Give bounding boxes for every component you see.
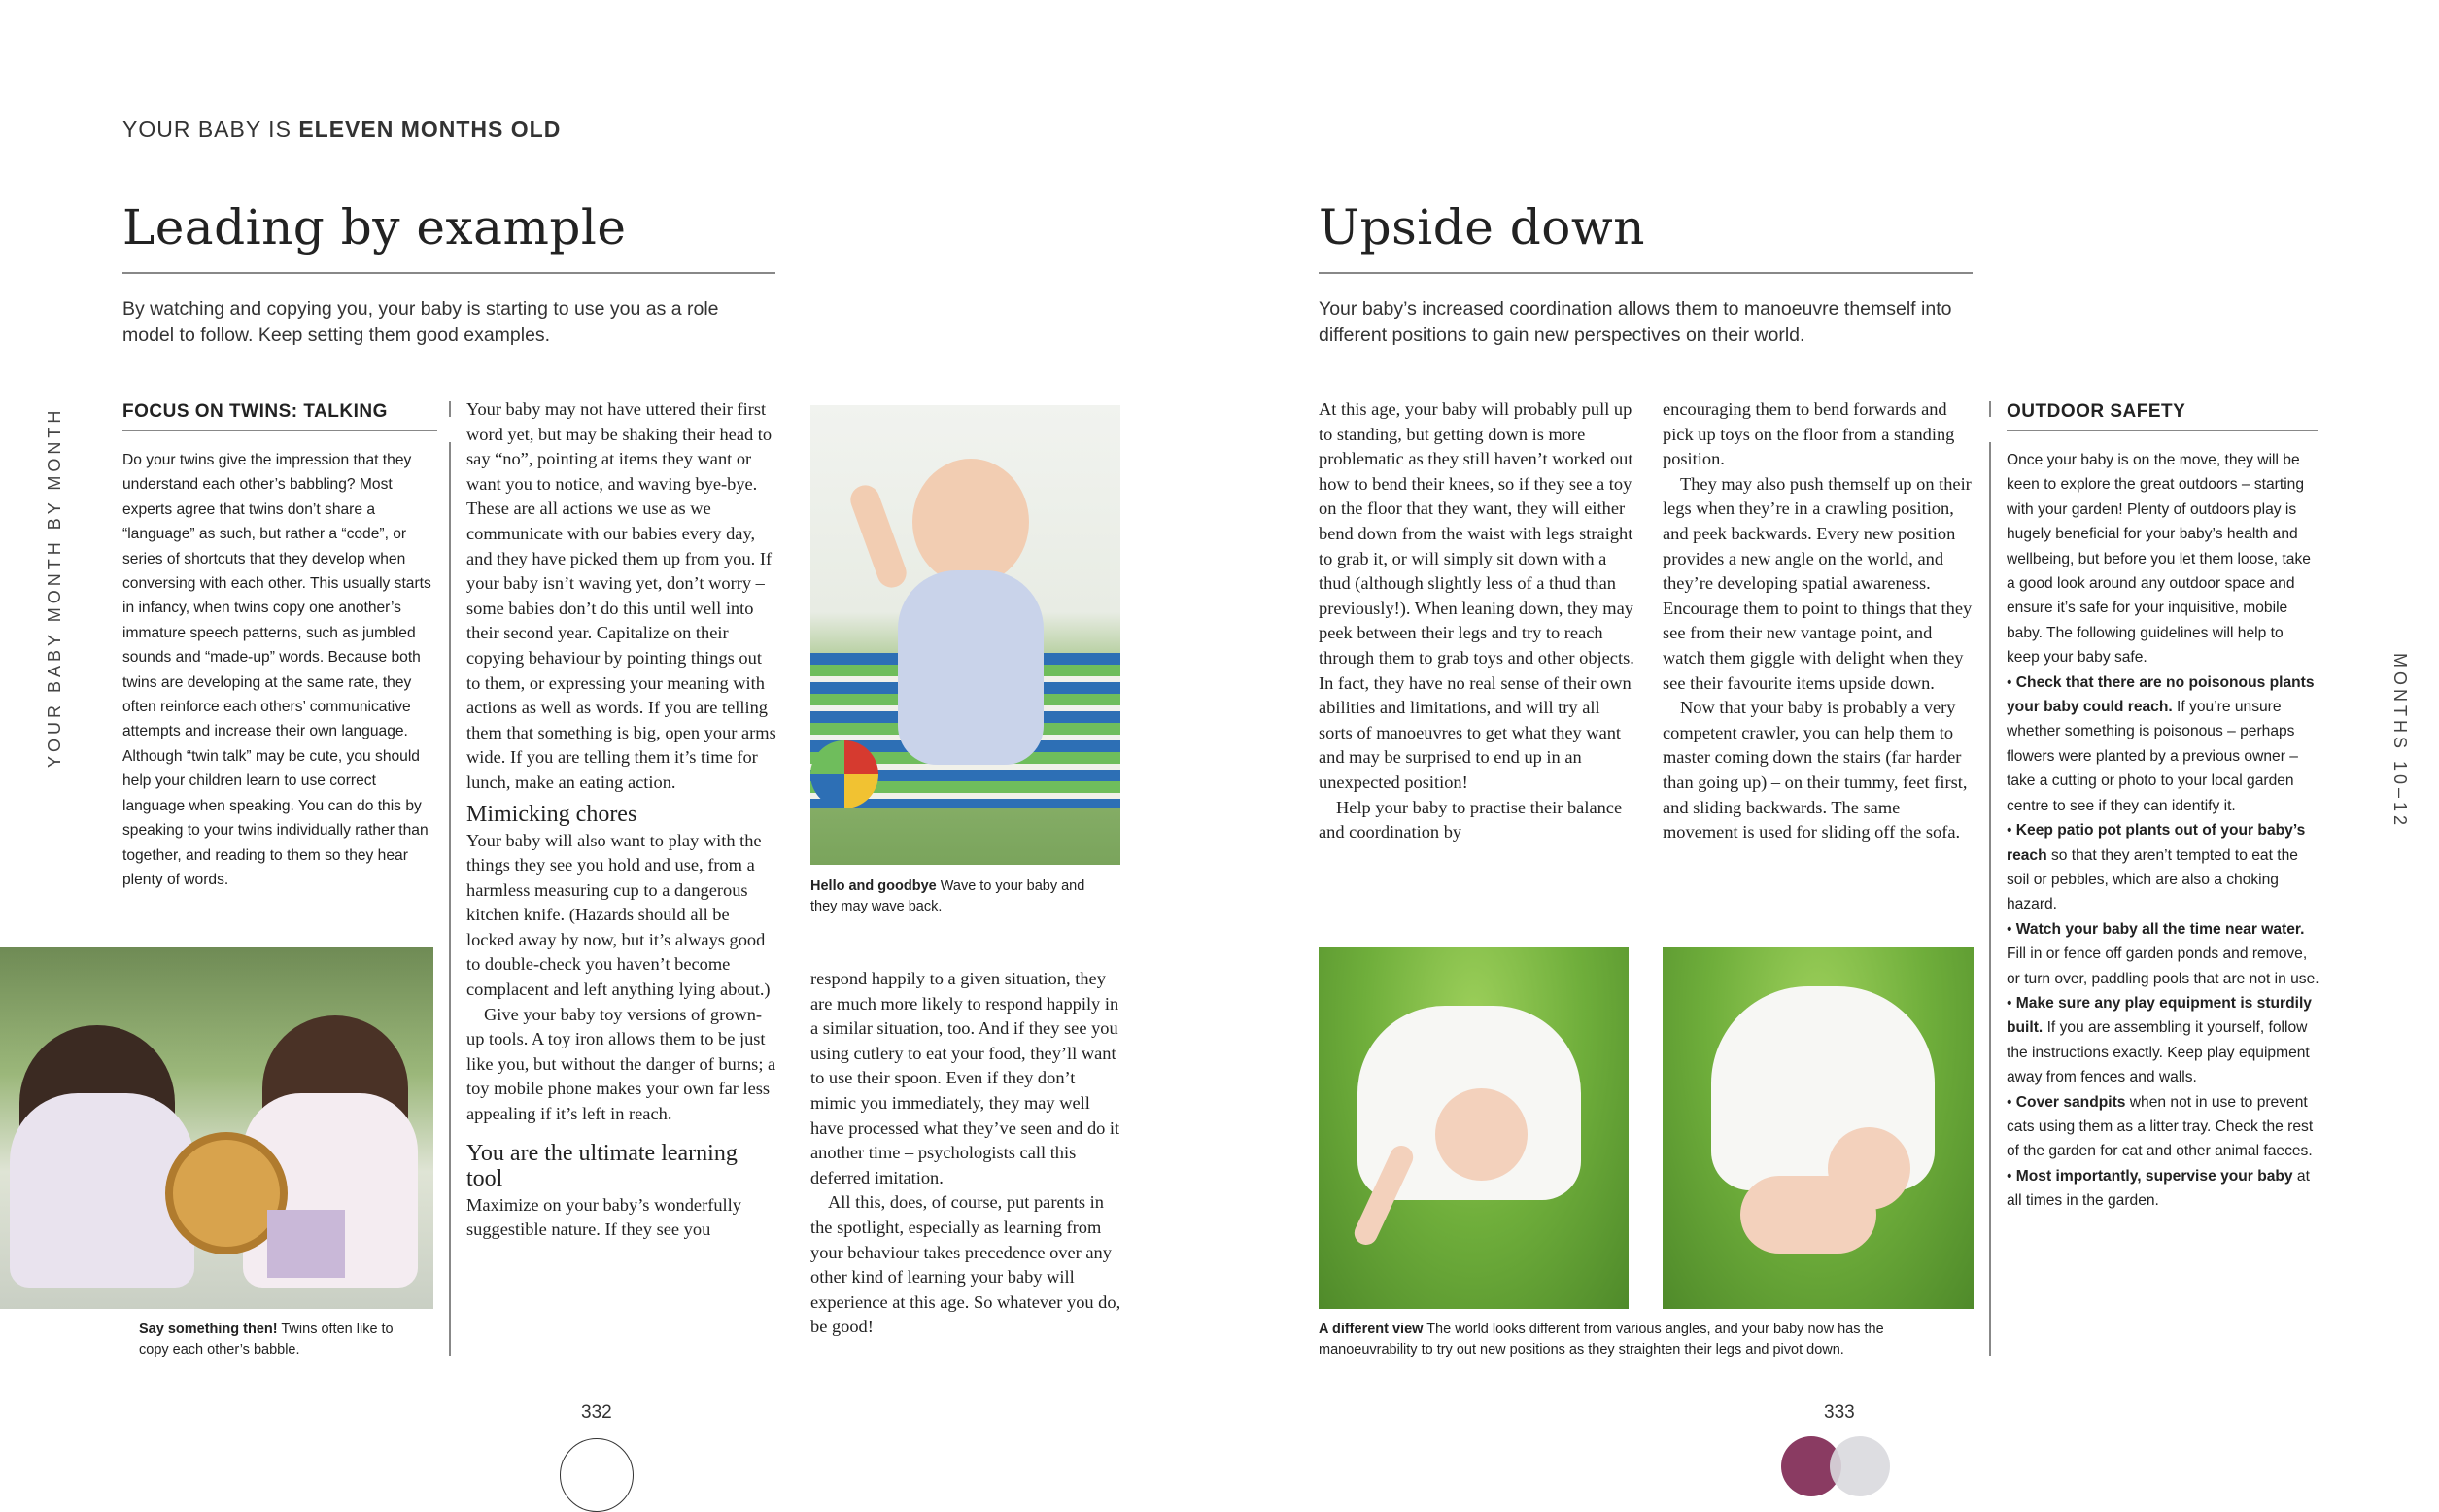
baby-bending-photo-2 (1663, 947, 1974, 1309)
safety-item-4-bold: Make sure any play equipment is sturdily built. (2007, 994, 2312, 1037)
side-tab-right: MONTHS 10–12 (2390, 653, 2410, 830)
safety-item-6-bold: Most importantly, supervise your baby (2015, 1167, 2293, 1185)
safety-item: • Check that there are no poisonous plants your baby could reach. If you’re unsure whether something is poisonous – perhaps flowers were planted by a previous owner – take a cutting or photo to your local garden centre to see if they can identify it. (2007, 673, 2315, 814)
running-head-prefix: YOUR BABY IS (122, 117, 299, 142)
waving-baby-caption (810, 876, 1112, 917)
safety-item: • Watch your baby all the time near water. Fill in or fence off garden ponds and remove, or turn over, paddling pools that are not in use. (2007, 920, 2319, 987)
safety-intro: Once your baby is on the move, they will be keen to explore the great outdoors – starting with your garden! Plenty of outdoors play is hugely beneficial for your baby’s health and wellbeing, but before you let them loose, take a good look around any outdoor space and ensure it’s safe for your inquisitive, mobile baby. The following guidelines will help to keep your baby safe. (2007, 452, 2311, 667)
left-col3-p1: respond happily to a given situation, they are much more likely to respond happily in a similar situation, too. And if they see you using cutlery to eat your food, they’ll want to use their spoon. Even if they don’t mimic you immediately, they may well have processed what they’ve seen and do it another time – psychologists call this deferred imitation. (810, 969, 1120, 1187)
safety-item-1-text: If you’re unsure whether something is poisonous – perhaps flowers were planted by a previous owner – take a cutting or photo to your local garden centre to see if they can identify it. (2007, 699, 2298, 814)
safety-item-1-bold: Check that there are no poisonous plants your baby could reach. (2007, 673, 2315, 716)
baby-bending-photo-1 (1319, 947, 1629, 1309)
safety-box-divider-2 (1989, 442, 1991, 1356)
left-col-2 (466, 397, 779, 1243)
waving-caption-text: Wave to your baby and they may wave back. (810, 878, 1085, 914)
crawling-caption-text: The world looks different from various angles, and your baby now has the manoeuvrability to try out new positions as they straighten their legs and pivot down. (1319, 1322, 1884, 1357)
safety-box-text (2007, 448, 2319, 1214)
safety-item-3-text: Fill in or fence off garden ponds and remove, or turn over, paddling pools that are not in use. (2007, 945, 2319, 987)
safety-item-2-bold: Keep patio pot plants out of your baby’s reach (2007, 822, 2306, 864)
baby-romper (898, 570, 1044, 765)
safety-box-rule (2007, 430, 2318, 431)
safety-item-5-text: when not in use to prevent cats using them as a litter tray. Check the rest of the garden for cat and other animal faeces. (2007, 1093, 2314, 1160)
left-intro: By watching and copying you, your baby is starting to use you as a role model to follow. Keep setting them good examples. (122, 298, 719, 346)
baby-1-head (1435, 1088, 1528, 1181)
twins-caption-bold: Say something then! (139, 1322, 278, 1337)
twins-box-text (122, 448, 435, 892)
left-page-number: 332 (581, 1402, 612, 1423)
safety-box-divider-1 (1989, 401, 1991, 417)
raised-arm (846, 481, 910, 592)
right-page-tab-grey (1830, 1436, 1890, 1496)
twins-box-rule (122, 430, 437, 431)
baby-2-legs (1740, 1176, 1876, 1254)
twins-caption-text: Twins often like to copy each other’s babble. (139, 1322, 394, 1357)
left-col3-p2: All this, does, of course, put parents in the spotlight, especially as learning from your behaviour takes precedence over any other kind of learning your baby will experience at this age. So whatever you do, be good! (810, 1192, 1121, 1337)
twins-photo (0, 947, 433, 1309)
toy-cube (267, 1210, 345, 1278)
safety-box-heading: OUTDOOR SAFETY (2007, 401, 2186, 422)
safety-item: • Cover sandpits when not in use to prevent cats using them as a litter tray. Check the rest of the garden for cat and other animal faeces. (2007, 1093, 2314, 1160)
right-intro: Your baby’s increased coordination allows them to manoeuvre themself into different positions to gain new perspectives on their world. (1319, 298, 1952, 346)
safety-item-5-bold: Cover sandpits (2015, 1093, 2126, 1111)
left-col2-p2: Your baby will also want to play with the things they see you hold and use, from a harmless measuring cup to a dangerous kitchen knife. (Hazards should all be locked away by now, but it’s always good to double-check you haven’t become complacent and left anything lying about.) (466, 830, 771, 1000)
safety-item-4-text: If you are assembling it yourself, follow the instructions exactly. Keep play equipment away from fences and walls. (2007, 1019, 2310, 1086)
toy-ball (810, 740, 878, 808)
safety-item-6-text: at all times in the garden. (2007, 1167, 2310, 1210)
left-title-rule (122, 272, 775, 274)
baby-head (912, 459, 1029, 585)
twins-caption (139, 1320, 421, 1360)
subhead-learning-tool: You are the ultimate learning tool (466, 1140, 738, 1191)
left-col2-p4: Maximize on your baby’s wonderfully suggestible nature. If they see you (466, 1194, 741, 1240)
safety-item: • Most importantly, supervise your baby at all times in the garden. (2007, 1167, 2310, 1210)
safety-item: • Make sure any play equipment is sturdily built. If you are assembling it yourself, follow the instructions exactly. Keep play equipment away from fences and walls. (2007, 994, 2312, 1086)
right-col2-p1: encouraging them to bend forwards and pick up toys on the floor from a standing position. (1663, 399, 1955, 469)
left-column-divider-1 (449, 401, 451, 417)
right-col1-p2: Help your baby to practise their balance and coordination by (1319, 797, 1623, 842)
right-col2-p2: They may also push themself up on their legs when they’re in a crawling position, and peek backwards. Every new position provides a new angle on the world, and they’re developing spatial awareness. Encourage them to point to things that they see from their new vantage point, and watch them giggle with delight when they see their favourite items upside down. (1663, 473, 1973, 693)
right-col1-p1: At this age, your baby will probably pull up to standing, but getting down is more problematic as they still haven’t worked out how to bend their knees, so if they see a toy on the floor that they want, they will either bend down from the waist with legs straight to grab it, or will simply sit down with a thud (although slightly less of a thud than previously!). When leaning down, they may peek between their legs and try to reach through them to grab toys and other objects. In fact, they have no real sense of their own abilities and limitations, and will try all sorts of manoeuvres to get what they want and may be surprised to end up in an unexpected position! (1319, 399, 1634, 792)
running-head-bold: ELEVEN MONTHS OLD (298, 117, 562, 142)
waving-baby-photo (810, 405, 1120, 865)
left-page-tab-circle (560, 1438, 634, 1512)
left-col2-p3: Give your baby toy versions of grown-up tools. A toy iron allows them to be just like you, but without the danger of burns; a toy mobile phone makes your own far less appealing if it’s left in reach. (466, 1004, 776, 1124)
twins-box-heading: FOCUS ON TWINS: TALKING (122, 401, 388, 422)
subhead-mimicking-chores: Mimicking chores (466, 801, 637, 827)
side-tab-left: YOUR BABY MONTH BY MONTH (45, 406, 64, 768)
running-head (122, 117, 561, 143)
right-page-title: Upside down (1319, 199, 1645, 256)
crawling-photo-caption (1319, 1320, 1970, 1360)
right-page-number: 333 (1824, 1402, 1855, 1423)
left-col-3 (810, 967, 1121, 1340)
right-col-2 (1663, 397, 1974, 845)
right-title-rule (1319, 272, 1973, 274)
twins-box-paragraph: Do your twins give the impression that they understand each other’s babbling? Most experts agree that twins don’t share a “language” as such, but rather a “code”, or series of shortcuts that they develop when conversing with each other. This usually starts in infancy, when twins copy one another’s immature speech patterns, such as jumbled sounds and “made-up” words. Because both twins are developing at the same rate, they often reinforce each others’ communicative attempts and increase their own language. Although “twin talk” may be cute, you should help your children learn to use correct language when speaking. You can do this by speaking to your twins individually rather than together, and reading to them so they hear plenty of words. (122, 452, 431, 888)
waving-caption-bold: Hello and goodbye (810, 878, 937, 894)
safety-item-2-text: so that they aren’t tempted to eat the soil or pebbles, which are also a choking hazard. (2007, 846, 2298, 913)
left-page-title: Leading by example (122, 199, 627, 256)
crawling-caption-bold: A different view (1319, 1322, 1424, 1337)
right-col2-p3: Now that your baby is probably a very competent crawler, you can help them to master coming down the stairs (far harder than going up) – on their tummy, feet first, and sliding backwards. The same movement is used for sliding off the sofa. (1663, 698, 1968, 842)
left-col2-p1: Your baby may not have uttered their first word yet, but may be shaking their head to say “no”, pointing at items they want or want you to notice, and waving bye-bye. These are all actions we use as we communicate with our babies every day, and they have picked them up from you. If your baby isn’t waving yet, don’t worry – some babies don’t do this until well into their second year. Capitalize on their copying behaviour by pointing things out to them, or expressing your meaning with actions as well as words. If you are telling them that something is big, open your arms wide. If you are telling them it’s time for lunch, make an eating action. (466, 399, 776, 792)
safety-item-3-bold: Watch your baby all the time near water. (2015, 920, 2305, 938)
left-column-divider-2 (449, 442, 451, 1356)
right-col-1 (1319, 397, 1634, 845)
safety-item: • Keep patio pot plants out of your baby’s reach so that they aren’t tempted to eat the soil or pebbles, which are also a choking hazard. (2007, 822, 2306, 913)
